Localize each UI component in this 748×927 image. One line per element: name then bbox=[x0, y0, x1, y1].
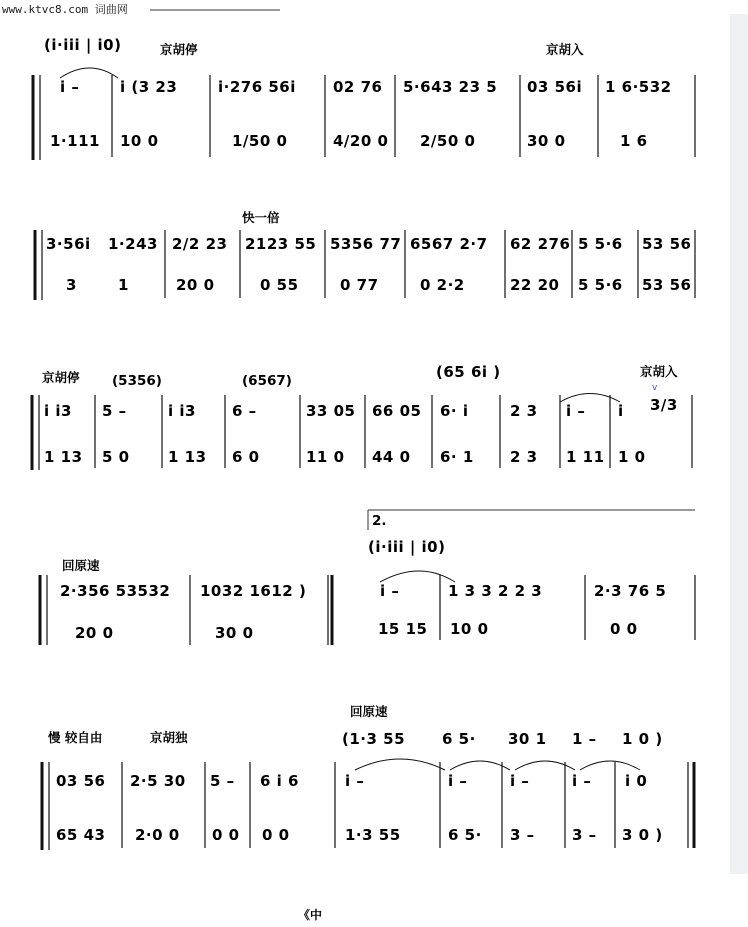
s3-bot-2: 5 0 bbox=[102, 448, 130, 466]
s4-right-top-1: i – bbox=[380, 582, 400, 600]
s5-bot-6: 6 5· bbox=[448, 826, 482, 844]
page-footer: 《中 bbox=[298, 908, 323, 922]
label-kuai-bei: 快一倍 bbox=[242, 210, 280, 225]
s3-bot-7: 6· 1 bbox=[440, 448, 474, 466]
s2-top-7: 62 276 bbox=[510, 235, 571, 253]
label-jinghu-du: 京胡独 bbox=[150, 730, 188, 745]
s1-bot-5: 2/50 0 bbox=[420, 132, 476, 150]
s2-top-2: 1·243 bbox=[108, 235, 158, 253]
s4-right-bot-1: 15 15 bbox=[378, 620, 428, 638]
s5-bot-5: 1·3 55 bbox=[345, 826, 401, 844]
s5-top-5: i – bbox=[345, 772, 365, 790]
s4-left-bot-2: 30 0 bbox=[215, 624, 254, 642]
s5-bot-2: 2·0 0 bbox=[135, 826, 180, 844]
s4-right-top-2: 1 3 3 2 2 3 bbox=[448, 582, 543, 600]
s3-top-6: 66 05 bbox=[372, 402, 422, 420]
s4-right-bot-2: 10 0 bbox=[450, 620, 489, 638]
s4-right-top-3: 2·3 76 5 bbox=[594, 582, 667, 600]
s5-lead-3: 30 1 bbox=[508, 730, 547, 748]
s1-top-4: 02 76 bbox=[333, 78, 383, 96]
s4-right-bot-3: 0 0 bbox=[610, 620, 638, 638]
s3-top-5: 33 05 bbox=[306, 402, 356, 420]
s4-left-top-1: 2·356 53532 bbox=[60, 582, 171, 600]
s3-top-2: 5 – bbox=[102, 402, 127, 420]
volta-2-label: 2. bbox=[372, 513, 387, 529]
s2-top-5: 5356 77 bbox=[330, 235, 402, 253]
s1-top-3: i·276 56i bbox=[218, 78, 296, 96]
label-jinghu-ru-2: 京胡入 bbox=[640, 364, 678, 379]
s3-bot-10: 1 0 bbox=[618, 448, 646, 466]
s5-top-7: i – bbox=[510, 772, 530, 790]
label-jinghu-ting-2: 京胡停 bbox=[42, 370, 80, 385]
s1-top-7: 1 6·532 bbox=[605, 78, 672, 96]
accent-mark: v bbox=[652, 383, 658, 393]
s5-top-2: 2·5 30 bbox=[130, 772, 186, 790]
s5-lead-5: 1 0 ) bbox=[622, 730, 663, 748]
s5-bot-7: 3 – bbox=[510, 826, 535, 844]
s2-bot-6: 0 2·2 bbox=[420, 276, 465, 294]
s2-bot-7: 22 20 bbox=[510, 276, 560, 294]
s5-bot-8: 3 – bbox=[572, 826, 597, 844]
label-hui-yuan-su-1: 回原速 bbox=[62, 558, 100, 573]
s4-left-top-2: 1032 1612 ) bbox=[200, 582, 307, 600]
s2-top-6: 6567 2·7 bbox=[410, 235, 488, 253]
s1-bot-3: 1/50 0 bbox=[232, 132, 288, 150]
s3-top-10: i bbox=[618, 402, 624, 420]
s3-top-3: i i3 bbox=[168, 402, 196, 420]
s5-top-3: 5 – bbox=[210, 772, 235, 790]
s3-bot-4: 6 0 bbox=[232, 448, 260, 466]
s3-bot-8: 2 3 bbox=[510, 448, 538, 466]
s5-lead-1: (1·3 55 bbox=[342, 730, 406, 748]
s1-bot-1: 1·111 bbox=[50, 132, 100, 150]
s1-top-1: i – bbox=[60, 78, 80, 96]
label-hui-yuan-su-2: 回原速 bbox=[350, 704, 388, 719]
s2-top-1: 3·56i bbox=[46, 235, 91, 253]
s3-top-7: 6· i bbox=[440, 402, 469, 420]
s1-bot-4: 4/20 0 bbox=[333, 132, 389, 150]
s2-bot-1: 3 bbox=[66, 276, 77, 294]
s5-top-1: 03 56 bbox=[56, 772, 106, 790]
s5-bot-4: 0 0 bbox=[262, 826, 290, 844]
s1-top-5: 5·643 23 5 bbox=[403, 78, 498, 96]
s5-bot-1: 65 43 bbox=[56, 826, 106, 844]
s2-bot-5: 0 77 bbox=[340, 276, 379, 294]
s5-lead-2: 6 5· bbox=[442, 730, 476, 748]
s3-bracket-2: (6567) bbox=[242, 373, 292, 389]
s2-bot-9: 53 56 bbox=[642, 276, 692, 294]
site-header: www.ktvc8.com 词曲网 bbox=[2, 3, 128, 16]
label-man-jiao-ziyou: 慢 较自由 bbox=[48, 730, 103, 745]
s4-lead: (i·iii | i0) bbox=[368, 538, 446, 556]
s3-bot-1: 1 13 bbox=[44, 448, 83, 466]
s1-bot-7: 1 6 bbox=[620, 132, 648, 150]
s1-bot-6: 30 0 bbox=[527, 132, 566, 150]
s5-top-6: i – bbox=[448, 772, 468, 790]
s2-top-8: 5 5·6 bbox=[578, 235, 623, 253]
s3-bot-5: 11 0 bbox=[306, 448, 345, 466]
s5-top-9: i 0 bbox=[625, 772, 648, 790]
s2-top-3: 2/2 23 bbox=[172, 235, 228, 253]
s1-bot-2: 10 0 bbox=[120, 132, 159, 150]
s3-top-4: 6 – bbox=[232, 402, 257, 420]
s2-top-9: 53 56 bbox=[642, 235, 692, 253]
s4-left-bot-1: 20 0 bbox=[75, 624, 114, 642]
s3-top-11: 3/3 bbox=[650, 396, 678, 414]
s2-bot-3: 20 0 bbox=[176, 276, 215, 294]
s3-top-9: i – bbox=[566, 402, 586, 420]
s3-bracket-1: (5356) bbox=[112, 373, 162, 389]
s2-top-4: 2123 55 bbox=[245, 235, 317, 253]
s1-top-2: i (3 23 bbox=[120, 78, 178, 96]
label-jinghu-ting-1: 京胡停 bbox=[160, 42, 198, 57]
s3-bot-3: 1 13 bbox=[168, 448, 207, 466]
s1-lead: (i·iii | i0) bbox=[44, 36, 122, 54]
s2-bot-4: 0 55 bbox=[260, 276, 299, 294]
s3-bracket-3: (65 6i ) bbox=[436, 363, 501, 381]
s5-lead-4: 1 – bbox=[572, 730, 597, 748]
s3-top-1: i i3 bbox=[44, 402, 72, 420]
label-jinghu-ru-1: 京胡入 bbox=[546, 42, 584, 57]
s1-top-6: 03 56i bbox=[527, 78, 583, 96]
s3-bot-6: 44 0 bbox=[372, 448, 411, 466]
s3-bot-9: 1 11 bbox=[566, 448, 605, 466]
s5-top-8: i – bbox=[572, 772, 592, 790]
s3-top-8: 2 3 bbox=[510, 402, 538, 420]
s2-bot-8: 5 5·6 bbox=[578, 276, 623, 294]
s5-top-4: 6 i 6 bbox=[260, 772, 299, 790]
s5-bot-9: 3 0 ) bbox=[622, 826, 663, 844]
s5-bot-3: 0 0 bbox=[212, 826, 240, 844]
s2-bot-2: 1 bbox=[118, 276, 129, 294]
